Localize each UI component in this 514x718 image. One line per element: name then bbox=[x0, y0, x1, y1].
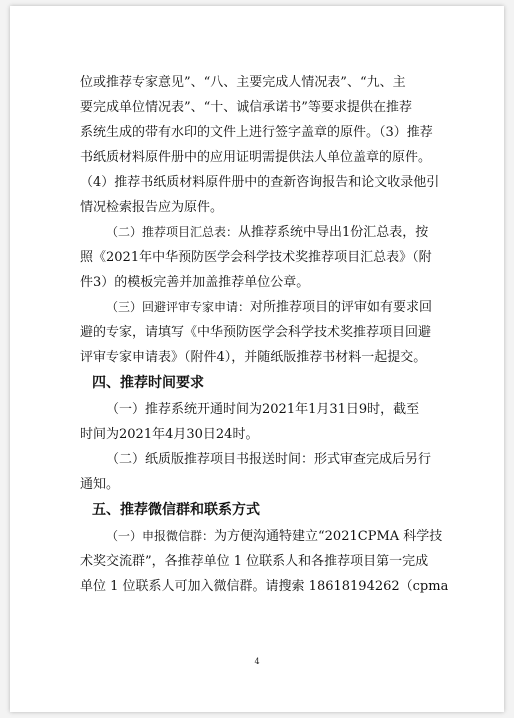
page-number: 4 bbox=[254, 657, 260, 666]
text-line: 术奖交流群”，各推荐单位 1 位联系人和各推荐项目第一完成 bbox=[80, 554, 429, 569]
paragraph-materials bbox=[80, 70, 448, 220]
text-line: 情况检索报告应为原件。 bbox=[80, 200, 224, 215]
document-page bbox=[10, 6, 504, 712]
text-run: 为方便沟通特建立“2021CPMA 科学技 bbox=[214, 529, 443, 544]
text-line: 避的专家，请填写《中华预防医学会科学技术奖推荐项目回避 bbox=[80, 325, 432, 340]
subheading-recusal: （三）回避评审专家申请： bbox=[106, 300, 251, 314]
text-line: 要完成单位情况表”、“十、诚信承诺书”等要求提供在推荐 bbox=[80, 100, 412, 115]
text-line: 系统生成的带有水印的文件上进行签字盖章的原件。（3）推荐 bbox=[80, 125, 433, 140]
section-heading-wechat: 五、推荐微信群和联系方式 bbox=[92, 502, 260, 518]
paragraph-wechat-group bbox=[80, 524, 448, 599]
text-line: 位或推荐专家意见”、“八、主要完成人情况表”、“九、主 bbox=[80, 75, 406, 90]
subheading-wechat-group: （一）申报微信群： bbox=[106, 529, 215, 543]
page-content bbox=[80, 70, 448, 599]
text-line: （二）纸质版推荐项目书报送时间：形式审查完成后另行 bbox=[106, 452, 432, 467]
text-line: （一）推荐系统开通时间为2021年1月31日9时，截至 bbox=[106, 402, 420, 417]
paragraph-recusal bbox=[80, 295, 448, 370]
text-run: 从推荐系统中导出1份汇总表，按 bbox=[238, 225, 429, 240]
text-line: 时间为2021年4月30日24时。 bbox=[80, 427, 259, 442]
paragraph-summary-table bbox=[80, 220, 448, 295]
text-line bbox=[80, 524, 448, 549]
paragraph-system-time bbox=[80, 397, 448, 447]
text-line bbox=[80, 295, 448, 320]
text-line: 单位 1 位联系人可加入微信群。请搜索 18618194262（cpma bbox=[80, 579, 449, 594]
text-line: 照《2021年中华预防医学会科学技术奖推荐项目汇总表》（附 bbox=[80, 250, 432, 265]
subheading-summary-table: （二）推荐项目汇总表： bbox=[106, 225, 239, 239]
text-line: 通知。 bbox=[80, 477, 120, 492]
section-heading-time: 四、推荐时间要求 bbox=[92, 375, 204, 391]
paragraph-paper-time bbox=[80, 447, 448, 497]
text-line bbox=[80, 220, 448, 245]
text-line: 评审专家申请表》（附件4），并随纸版推荐书材料一起提交。 bbox=[80, 350, 427, 365]
text-line: （4）推荐书纸质材料原件册中的查新咨询报告和论文收录他引 bbox=[80, 175, 440, 190]
text-line: 件3）的模板完善并加盖推荐单位公章。 bbox=[80, 275, 310, 290]
text-line: 书纸质材料原件册中的应用证明需提供法人单位盖章的原件。 bbox=[80, 150, 432, 165]
text-run: 对所推荐项目的评审如有要求回 bbox=[250, 300, 433, 315]
